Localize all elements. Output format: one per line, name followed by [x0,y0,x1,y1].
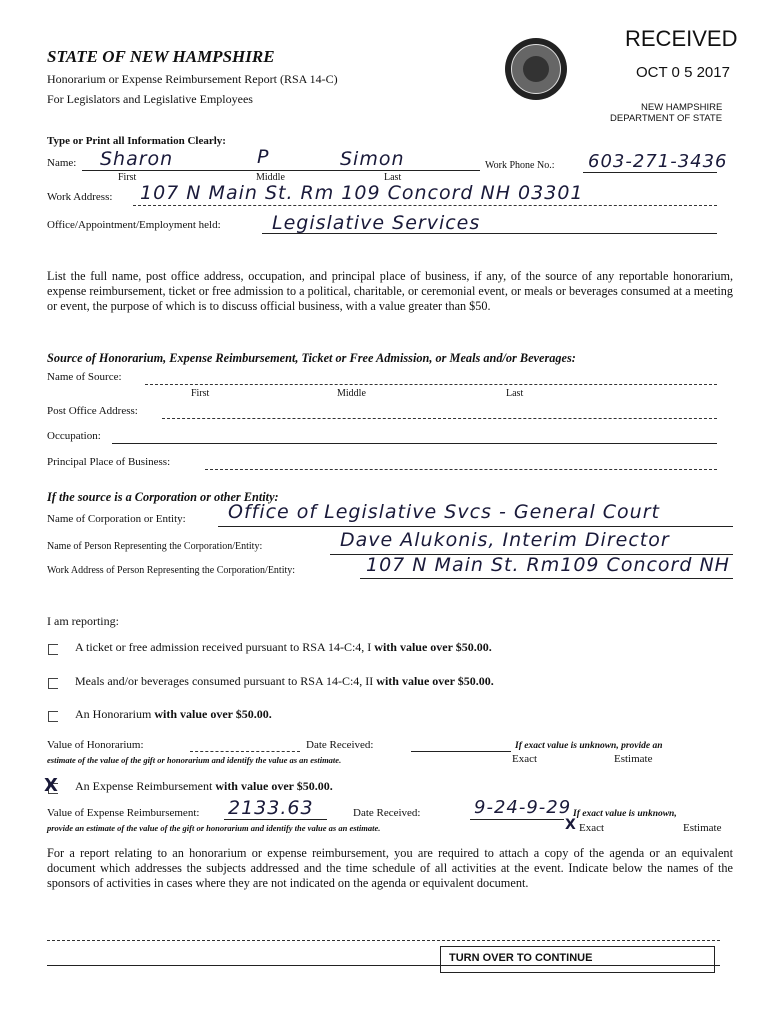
form-subtitle: Honorarium or Expense Reimbursement Report (RSA 14-C) [47,72,338,86]
sponsor-line-1[interactable] [47,940,720,941]
expense-date-label: Date Received: [353,807,421,819]
honorarium-estimate-note: If exact value is unknown, provide an [515,741,663,751]
source-first-label: First [191,388,210,399]
honorarium-checkbox[interactable] [48,711,58,722]
received-date: OCT 0 5 2017 [636,64,730,81]
expense-exact-mark: X [565,817,577,833]
type-print-instruction: Type or Print all Information Clearly: [47,135,226,147]
expense-value-label: Value of Expense Reimbursement: [47,807,200,819]
work-address-value[interactable]: 107 N Main St. Rm 109 Concord NH 03301 [140,182,584,204]
honorarium-estimate-option[interactable]: Estimate [614,753,653,765]
rep-name-label: Name of Person Representing the Corporation/Entity: [47,541,263,552]
honorarium-exact-option[interactable]: Exact [512,753,538,765]
honorarium-estimate-note-2: estimate of the value of the gift or honorarium and identify the value as an estimate. [47,755,342,765]
entity-name-value[interactable]: Office of Legislative Svcs - General Court [228,501,660,523]
rep-name-value[interactable]: Dave Alukonis, Interim Director [340,529,670,551]
expense-estimate-note-2: provide an estimate of the value of the gift or honorarium and identify the value as an estimate. [47,823,381,833]
honorarium-option-label: An Honorarium with value over $50.00. [75,707,272,721]
ticket-checkbox[interactable] [48,644,58,655]
expense-exact-option[interactable]: Exact [579,822,605,834]
po-address-label: Post Office Address: [47,405,138,417]
reporting-intro: I am reporting: [47,614,119,628]
expense-date-value[interactable]: 9-24-9-29 [474,797,572,818]
expense-checkbox-mark: X [44,775,59,796]
first-name-value[interactable]: Sharon [100,148,174,170]
phone-label: Work Phone No.: [485,160,555,171]
source-middle-label: Middle [337,388,366,399]
office-value[interactable]: Legislative Services [272,212,481,234]
principal-place-label: Principal Place of Business: [47,456,171,468]
entity-name-label: Name of Corporation or Entity: [47,513,186,525]
page-title: STATE OF NEW HAMPSHIRE [47,47,275,66]
received-stamp: RECEIVED [625,26,738,51]
rep-address-label: Work Address of Person Representing the Corporation/Entity: [47,565,296,576]
occupation-label: Occupation: [47,430,101,442]
meals-option-label: Meals and/or beverages consumed pursuant to RSA 14-C:4, II with value over $50.00. [75,674,494,688]
middle-label: Middle [256,172,285,183]
stamp-dept-line1: NEW HAMPSHIRE [641,102,723,113]
middle-name-value[interactable]: P [257,146,270,168]
honorarium-date-label: Date Received: [306,739,374,751]
state-seal-icon [505,38,567,100]
rep-address-value[interactable]: 107 N Main St. Rm109 Concord NH [366,554,730,576]
expense-value[interactable]: 2133.63 [228,797,314,819]
turn-over-label: TURN OVER TO CONTINUE [449,952,593,964]
meals-checkbox[interactable] [48,678,58,689]
form-audience: For Legislators and Legislative Employees [47,92,253,106]
work-address-label: Work Address: [47,191,113,203]
attachment-instructions: For a report relating to an honorarium or expense reimbursement, you are required to attach a copy of the agenda or an equivalent document which addresses the subjects addressed and the time schedule of all activities at the event. Indicate below the names of the sponsors of activities in cases where they are not indicated on the agenda or equivalent document. [47,846,733,890]
last-label: Last [384,172,402,183]
last-name-value[interactable]: Simon [340,148,405,170]
expense-estimate-option[interactable]: Estimate [683,822,722,834]
source-last-label: Last [506,388,524,399]
instructions-paragraph: List the full name, post office address, occupation, and principal place of business, if any, of the source of any reportable honorarium, expense reimbursement, ticket or free admission to a political, charitable, or ceremonial event, or meals or beverages consumed at a meeting or event, the purpose of which is to discuss official business, with a value greater than $50. [47,269,733,313]
stamp-dept-line2: DEPARTMENT OF STATE [610,113,723,124]
name-label: Name: [47,157,77,169]
expense-option-label: An Expense Reimbursement with value over $50.00. [75,779,333,793]
ticket-option-label: A ticket or free admission received pursuant to RSA 14-C:4, I with value over $50.00. [75,640,492,654]
source-name-label: Name of Source: [47,371,122,383]
source-heading: Source of Honorarium, Expense Reimbursement, Ticket or Free Admission, or Meals and/or Beverages: [47,351,576,365]
honorarium-value-label: Value of Honorarium: [47,739,144,751]
entity-heading: If the source is a Corporation or other Entity: [47,490,279,504]
expense-estimate-note: If exact value is unknown, [573,809,677,819]
phone-value[interactable]: 603-271-3436 [588,151,728,172]
first-label: First [118,172,137,183]
office-label: Office/Appointment/Employment held: [47,219,221,231]
